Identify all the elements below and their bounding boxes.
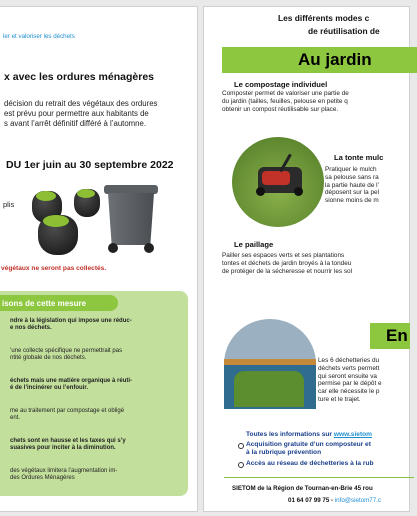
mulch-line: la partie haute de l’ xyxy=(325,181,380,189)
footer-phone: 01 64 07 99 75 - xyxy=(288,497,335,504)
paillage-paragraph xyxy=(222,252,352,275)
bullet-icon xyxy=(238,462,244,468)
dechet-line: Les 6 déchetteries du xyxy=(318,357,380,364)
side-fragment: plis xyxy=(3,200,15,209)
footer-divider xyxy=(224,477,414,478)
mulch-title: La tonte mulc xyxy=(334,153,384,162)
info-item-composteur xyxy=(246,441,371,457)
info-prefix: Toutes les informations sur xyxy=(246,431,334,438)
right-title-line2: de réutilisation de xyxy=(308,26,380,36)
top-link[interactable]: ler et valoriser les déchets xyxy=(3,33,75,40)
info-item-line: à la rubrique prévention xyxy=(246,449,322,456)
reason-item: ndre à la législation qui impose une réduc- e nos déchets. xyxy=(10,318,132,332)
dechetterie-photo xyxy=(224,319,316,409)
warning-text: végétaux ne seront pas collectés. xyxy=(1,265,107,272)
paillage-line: Pailler ses espaces verts et ses plantations xyxy=(222,252,345,259)
right-title-line1: Les différents modes c xyxy=(278,13,370,23)
dechet-line: ture et le trajet. xyxy=(318,395,361,403)
reason-item: chets sont en hausse et les taxes qui s’y suasives pour inciter à la diminution. xyxy=(10,438,126,452)
intro-line: s avant l’arrêt définitif différé à l’automne. xyxy=(4,119,147,128)
dechet-line: car elle nécessite le p xyxy=(318,388,380,396)
info-line xyxy=(246,431,372,438)
mulch-line: sionne moins de m xyxy=(325,197,379,205)
reason-item: ’une collecte spécifique ne permettrait pas ntité globale de nos déchets. xyxy=(10,348,123,362)
wheelie-bin-illustration xyxy=(104,185,158,253)
mulch-line: déposent sur la pel xyxy=(325,189,380,197)
info-item-dechetteries: Accès au réseau de déchetteries à la rub xyxy=(246,460,374,467)
dechet-line: permise par le dépôt e xyxy=(318,380,382,388)
mulch-line: sa pelouse sans ra xyxy=(325,173,379,181)
intro-line: décision du retrait des végétaux des ordures xyxy=(4,99,158,108)
mulch-line: Pratiquer le mulch xyxy=(325,166,377,173)
garbage-bags-illustration xyxy=(28,185,108,255)
reasons-title: isons de cette mesure xyxy=(2,299,87,308)
mulch-paragraph xyxy=(325,166,379,205)
footer-email[interactable]: info@sietom77.c xyxy=(334,497,381,504)
info-item-line: Acquisition gratuite d’un composteur et xyxy=(246,441,371,448)
footer-address: SIETOM de la Région de Tournan-en-Brie 45 rou xyxy=(232,485,373,492)
compost-paragraph xyxy=(222,90,349,113)
jardin-banner: Au jardin xyxy=(222,47,417,73)
date-banner: DU 1er juin au 30 septembre 2022 xyxy=(6,159,174,171)
compost-line: obtenir un compost réutilisable sur place. xyxy=(222,105,339,113)
left-heading: x avec les ordures ménagères xyxy=(4,71,155,83)
dechet-line: qui seront ensuite va xyxy=(318,372,377,380)
dechet-line: déchets verts permett xyxy=(318,364,380,372)
dechetterie-paragraph xyxy=(318,357,382,404)
left-page xyxy=(0,6,198,512)
footer-contact xyxy=(288,497,381,504)
paillage-line: tontes et déchets de jardin broyés à la tondeu xyxy=(222,259,352,267)
en-banner: En xyxy=(370,323,410,349)
bullet-icon xyxy=(238,443,244,449)
reason-item: des végétaux limitera l’augmentation im- des Ordures Ménagères xyxy=(10,468,118,482)
reason-item: me au traitement par compostage et obligé ent. xyxy=(10,408,125,422)
lawnmower-photo xyxy=(232,137,324,227)
right-page xyxy=(203,6,410,512)
intro-line: est prévu pour permettre aux habitants de xyxy=(4,109,149,118)
reasons-box xyxy=(0,291,188,496)
reason-item: échets mais une matière organique à réuti- é de l’incinérer ou l’enfouir. xyxy=(10,378,133,392)
compost-line: du jardin (tailles, feuilles, pelouse en petite q xyxy=(222,97,348,105)
compost-line: Composter permet de valoriser une partie de xyxy=(222,90,349,97)
info-link[interactable]: www.sietom xyxy=(333,431,373,438)
compost-title: Le compostage individuel xyxy=(234,80,328,89)
intro-paragraph xyxy=(4,99,157,129)
paillage-title: Le paillage xyxy=(234,240,274,249)
paillage-line: de protéger de la sécheresse et nourrir les sol xyxy=(222,267,353,275)
